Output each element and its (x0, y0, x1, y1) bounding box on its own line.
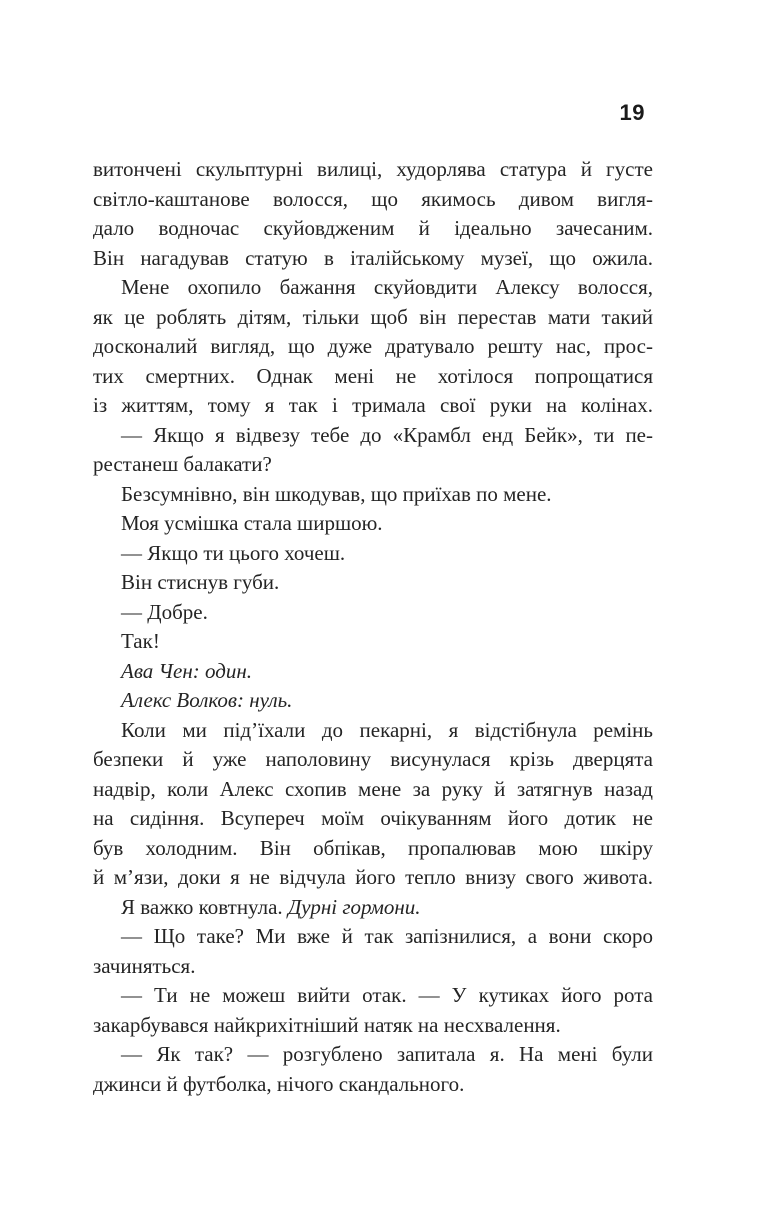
body-text: тих смертних. Однак мені не хотілося попрощатися (93, 363, 653, 388)
text-block (93, 155, 653, 1099)
text-line (93, 155, 653, 185)
paragraph (93, 716, 653, 893)
text-line (93, 657, 653, 687)
body-text: як це роблять дітям, тільки щоб він перестав мати такий (93, 304, 653, 329)
body-text: — Якщо ти цього хочеш. (121, 540, 346, 565)
paragraph (93, 1040, 653, 1099)
paragraph (93, 686, 653, 716)
text-line (93, 863, 653, 893)
text-line (93, 716, 653, 746)
paragraph (93, 568, 653, 598)
body-text: на сидіння. Всупереч моїм очікуванням його дотик не (93, 806, 653, 830)
text-line (93, 627, 653, 657)
body-text: й м’язи, доки я не відчула його тепло внизу свого живота. (93, 865, 653, 889)
text-line (93, 509, 653, 539)
text-line (93, 775, 653, 805)
text-line (93, 981, 653, 1011)
body-text: Мене охопило бажання скуйовдити Алексу волосся, (121, 275, 653, 299)
paragraph (93, 922, 653, 981)
body-text: був холодним. Він обпікав, пропалював мою шкіру (93, 835, 653, 860)
body-text: Він нагадував статую в італійському музеї, що ожила. (93, 245, 653, 270)
body-text: — Добре. (121, 599, 208, 624)
text-line (93, 539, 653, 569)
text-line (93, 1070, 653, 1100)
text-line (93, 214, 653, 244)
text-line (93, 362, 653, 392)
text-line (93, 303, 653, 333)
text-line (93, 834, 653, 864)
paragraph (93, 480, 653, 510)
body-text: Він стиснув губи. (121, 570, 280, 594)
body-text: — Що таке? Ми вже й так запізнилися, а вони скоро (121, 924, 653, 948)
page-number: 19 (619, 100, 645, 125)
text-line (93, 273, 653, 303)
body-text: досконалий вигляд, що дуже дратувало решту нас, прос- (93, 334, 653, 358)
text-line (93, 598, 653, 628)
paragraph (93, 627, 653, 657)
text-line (93, 450, 653, 480)
paragraph (93, 981, 653, 1040)
body-text: зачиняться. (93, 953, 196, 978)
text-line (93, 391, 653, 421)
text-line (93, 1040, 653, 1070)
body-text: безпеки й уже наполовину висунулася крізь дверцята (93, 747, 653, 771)
paragraph (93, 598, 653, 628)
text-line (93, 686, 653, 716)
body-text: — Ти не можеш вийти отак. — У кутиках його рота (121, 983, 653, 1007)
body-text: дало водночас скуйовдженим й ідеально зачесаним. (93, 216, 653, 240)
text-line (93, 1011, 653, 1041)
text-line (93, 480, 653, 510)
italic-text: Алекс Волков: нуль. (121, 688, 293, 712)
paragraph (93, 539, 653, 569)
italic-text: Дурні гормони. (287, 894, 421, 919)
body-text: Так! (121, 629, 160, 653)
text-line (93, 922, 653, 952)
text-line (93, 952, 653, 982)
body-text: світло-каштанове волосся, що якимось дивом вигля- (93, 186, 653, 211)
body-text: Коли ми під’їхали до пекарні, я відстібнула ремінь (121, 717, 653, 742)
paragraph (93, 155, 653, 273)
text-line (93, 332, 653, 362)
body-text: Я важко ковтнула. (121, 894, 288, 919)
italic-text: Ава Чен: один. (121, 658, 253, 683)
body-text: джинси й футболка, нічого скандального. (93, 1071, 465, 1096)
body-text: надвір, коли Алекс схопив мене за руку й затягнув назад (93, 776, 653, 801)
text-line (93, 568, 653, 598)
text-line (93, 185, 653, 215)
body-text: Безсумнівно, він шкодував, що приїхав по мене. (121, 481, 552, 506)
body-text: із життям, тому я так і тримала свої руки на колінах. (93, 393, 653, 417)
body-text: закарбувався найкрихітніший натяк на несхвалення. (93, 1012, 561, 1037)
body-text: Моя усмішка стала ширшою. (121, 511, 383, 535)
body-text: — Якщо я відвезу тебе до «Крамбл енд Бейк», ти пе- (121, 422, 653, 447)
paragraph (93, 273, 653, 421)
text-line (93, 804, 653, 834)
paragraph (93, 657, 653, 687)
body-text: — Як так? — розгублено запитала я. На мені були (121, 1042, 653, 1066)
text-line (93, 745, 653, 775)
paragraph (93, 893, 653, 923)
body-text: рестанеш балакати? (93, 452, 272, 476)
paragraph (93, 421, 653, 480)
paragraph (93, 509, 653, 539)
body-text: витончені скульптурні вилиці, худорлява статура й густе (93, 157, 653, 181)
text-line (93, 421, 653, 451)
text-line (93, 244, 653, 274)
text-line (93, 893, 653, 923)
